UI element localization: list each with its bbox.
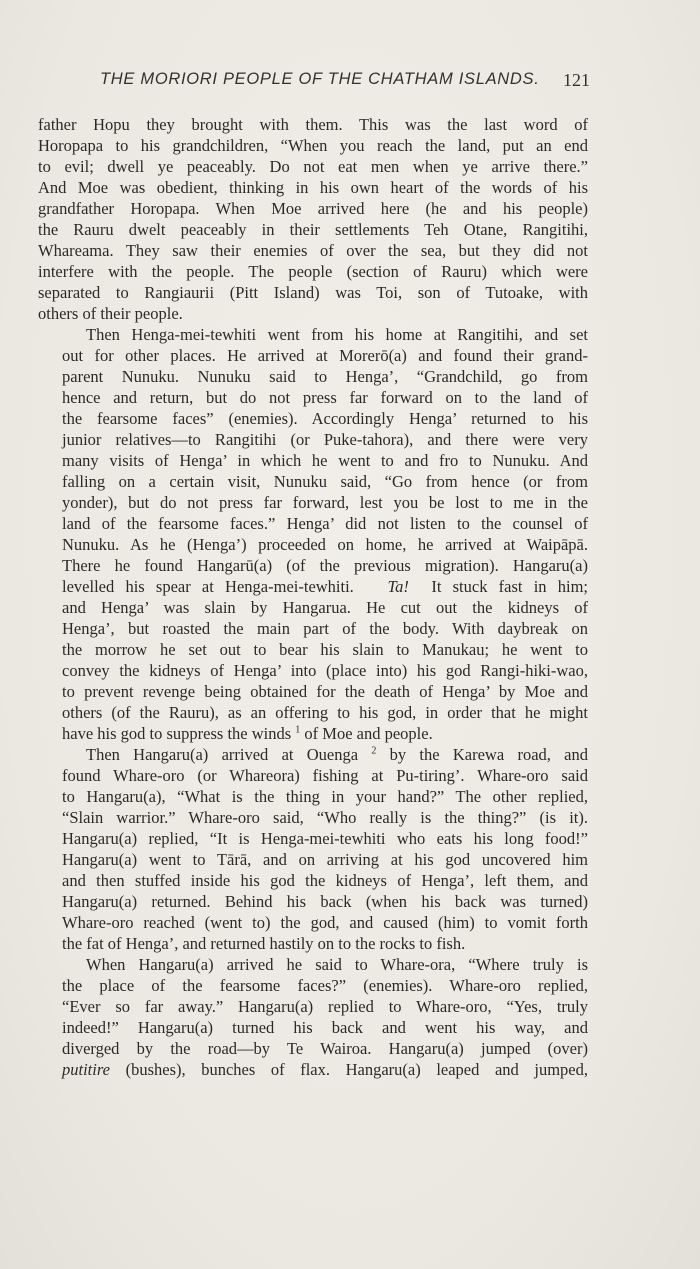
text-segment: Then Hangaru(a) arrived at Ouenga (86, 745, 359, 764)
text-line: diverged by the road—by Te Wairoa. Hangaru(a) jumped (over) (62, 1039, 588, 1058)
text-line: Hangaru(a) went to Tārā, and on arriving at his god uncovered him (62, 850, 588, 869)
text-line: indeed!” Hangaru(a) turned his back and went his way, and (62, 1018, 588, 1037)
text-line: separated to Rangiaurii (Pitt Island) was Toi, son of Tutoake, with (38, 283, 588, 302)
text-line: Horopapa to his grandchildren, “When you reach the land, put an end (38, 136, 588, 155)
text-line-composite (38, 1059, 588, 1080)
text-line: the place of the fearsome faces?” (enemies). Whare-oro replied, (62, 976, 588, 995)
footnote-ref: 2 (371, 745, 377, 757)
text-line: Whareama. They saw their enemies of over the sea, but they did not (38, 241, 588, 260)
text-line: Hangaru(a) returned. Behind his back (when his back was turned) (62, 892, 588, 911)
text-line: junior relatives—to Rangitihi (or Puke-tahora), and there were very (62, 430, 588, 449)
text-line: the fat of Henga’, and returned hastily on to the rocks to fish. (62, 934, 466, 953)
text-line: falling on a certain visit, Nunuku said, “Go from hence (or from (62, 472, 588, 491)
text-line: father Hopu they brought with them. This was the last word of (38, 115, 588, 134)
paragraph-3 (38, 744, 588, 954)
text-line: to Hangaru(a), “What is the thing in your hand?” The other replied, (62, 787, 588, 806)
text-segment: It stuck fast in him; (431, 577, 589, 596)
text-line: convey the kidneys of Henga’ into (place into) his god Rangi-hiki-wao, (62, 661, 588, 680)
running-title: THE MORIORI PEOPLE OF THE CHATHAM ISLANDS. (100, 70, 540, 88)
text-line: And Moe was obedient, thinking in his own heart of the words of his (38, 178, 588, 197)
text-line: Henga’, but roasted the main part of the body. With daybreak on (62, 619, 588, 638)
text-line: many visits of Henga’ in which he went to and fro to Nunuku. And (62, 451, 588, 470)
text-line: When Hangaru(a) arrived he said to Whare-ora, “Where truly is (86, 955, 588, 974)
text-line: others (of the Rauru), as an offering to his god, in order that he might (62, 703, 588, 722)
text-line: land of the fearsome faces.” Henga’ did not listen to the counsel of (62, 514, 588, 533)
body-text (38, 114, 588, 1080)
text-line: There he found Hangarū(a) (of the previous migration). Hangaru(a) (62, 556, 588, 575)
text-line: to prevent revenge being obtained for the death of Henga’ by Moe and (62, 682, 588, 701)
text-line: Then Henga-mei-tewhiti went from his home at Rangitihi, and set (86, 325, 588, 344)
text-segment: levelled his spear at Henga-mei-tewhiti. (62, 577, 354, 596)
text-line: others of their people. (38, 304, 183, 323)
footnote-ref: 1 (295, 724, 301, 736)
text-line: “Slain warrior.” Whare-oro said, “Who really is the thing?” (is it). (62, 808, 588, 827)
text-line-composite (38, 576, 588, 597)
text-line: the Rauru dwelt peaceably in their settlements Teh Otane, Rangitihi, (38, 220, 588, 239)
exclamation-text: Ta! (387, 577, 409, 596)
paragraph-4 (38, 954, 588, 1080)
text-line: hence and return, but do not press far forward on to the land of (62, 388, 588, 407)
text-segment: of Moe and people. (304, 724, 433, 743)
paragraph-1 (38, 114, 588, 324)
text-segment: have his god to suppress the winds (62, 724, 292, 743)
text-line-composite (38, 723, 588, 744)
text-line: Whare-oro reached (went to) the god, and caused (him) to vomit forth (62, 913, 588, 932)
text-line: found Whare-oro (or Whareora) fishing at Pu-tiring’. Whare-oro said (62, 766, 588, 785)
text-line: the fearsome faces” (enemies). Accordingly Henga’ returned to his (62, 409, 588, 428)
text-line: Hangaru(a) replied, “It is Henga-mei-tewhiti who eats his long food!” (62, 829, 588, 848)
text-line: “Ever so far away.” Hangaru(a) replied to Whare-oro, “Yes, truly (62, 997, 588, 1016)
text-line: grandfather Horopapa. When Moe arrived here (he and his people) (38, 199, 588, 218)
paragraph-2 (38, 324, 588, 744)
text-line-composite (38, 744, 588, 765)
text-line: the morrow he set out to bear his slain to Manukau; he went to (62, 640, 588, 659)
italic-word: putitire (62, 1060, 110, 1079)
text-segment: (bushes), bunches of flax. Hangaru(a) leaped and jumped, (125, 1060, 588, 1079)
text-line: and then stuffed inside his god the kidneys of Henga’, left them, and (62, 871, 588, 890)
text-line: interfere with the people. The people (section of Rauru) which were (38, 262, 588, 281)
text-line: to evil; dwell ye peaceably. Do not eat men when ye arrive there.” (38, 157, 588, 176)
text-line: and Henga’ was slain by Hangarua. He cut out the kidneys of (62, 598, 588, 617)
text-segment: by the Karewa road, and (389, 745, 588, 764)
text-line: parent Nunuku. Nunuku said to Henga’, “Grandchild, go from (62, 367, 588, 386)
text-line: Nunuku. As he (Henga’) proceeded on home, he arrived at Waipāpā. (62, 535, 588, 554)
text-line: out for other places. He arrived at Morerō(a) and found their grand- (62, 346, 588, 365)
page-number: 121 (563, 70, 590, 90)
page-header (100, 70, 590, 100)
text-line: yonder), but do not press far forward, lest you be lost to me in the (62, 493, 588, 512)
